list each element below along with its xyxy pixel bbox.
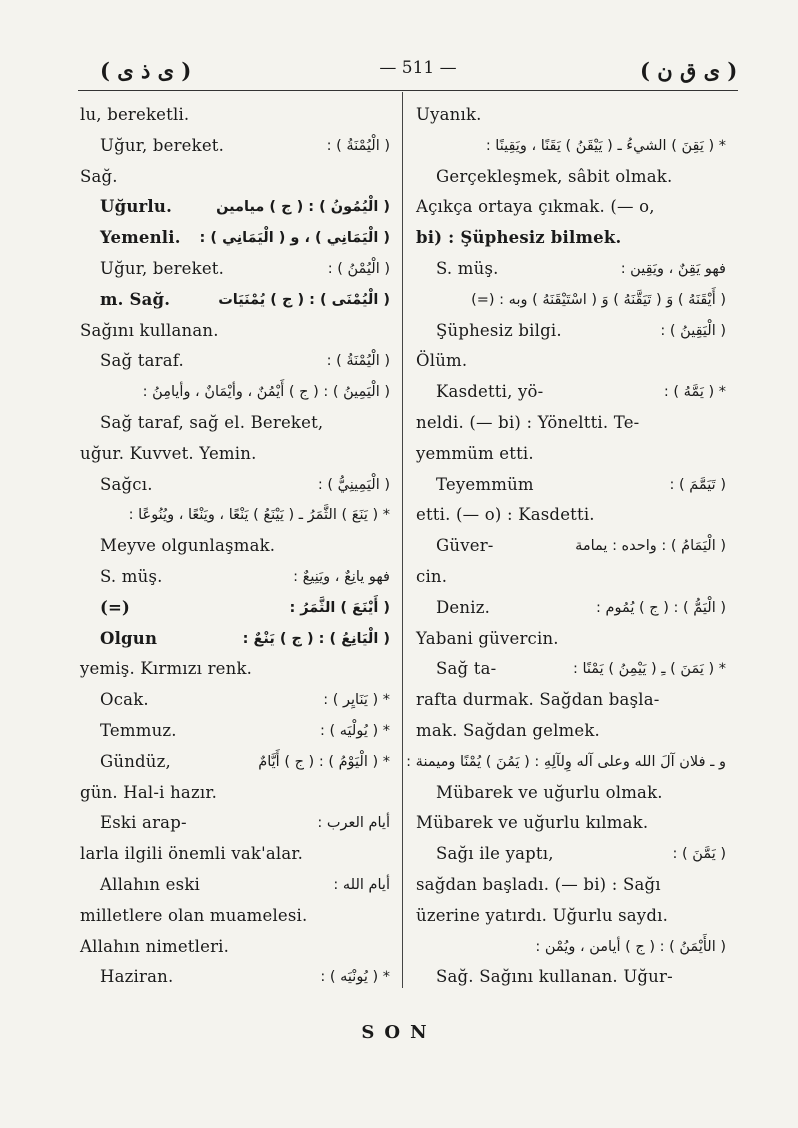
- arabic-headword: ( الْيُمُونُ ) : ( ج ) ميامين: [216, 199, 390, 216]
- entry-line: [416, 254, 726, 285]
- turkish-text: Kasdetti, yö-: [436, 382, 544, 402]
- entry-line: [80, 531, 390, 562]
- arabic-headword: * ( يَنَعَ ) الثَّمَرُ ـ ( يَيْنَعُ ) يَنْعًا ، ويَنْعًا ، ويُنُوعًا :: [128, 507, 390, 524]
- entry-line: [416, 470, 726, 501]
- entry-line: [416, 870, 726, 901]
- turkish-text: Allahın eski: [100, 874, 200, 894]
- entry-line: [80, 901, 390, 932]
- entry-line: [416, 377, 726, 408]
- turkish-text: uğur. Kuvvet. Yemin.: [80, 443, 257, 463]
- turkish-text: Uğurlu.: [100, 197, 173, 217]
- entry-line: [80, 962, 390, 993]
- entry-line: [416, 500, 726, 531]
- entry-line: [416, 624, 726, 655]
- arabic-headword: ( أَيْقَنَهُ ) وَ ( تَيَقَّنَهُ ) وَ ( اسْتَيْقَنَهُ ) وبه : (=): [471, 291, 726, 308]
- turkish-text: Mübarek ve uğurlu olmak.: [436, 782, 663, 802]
- turkish-text: milletlere olan muamelesi.: [80, 905, 308, 925]
- turkish-text: Olgun: [100, 628, 158, 648]
- turkish-text: Sağ taraf.: [100, 351, 184, 371]
- entry-line: [416, 162, 726, 193]
- entry-line: [80, 716, 390, 747]
- entry-line: [80, 654, 390, 685]
- column-divider: [402, 92, 403, 988]
- turkish-text: gün. Hal-i hazır.: [80, 782, 218, 802]
- turkish-text: Sağcı.: [100, 474, 153, 494]
- left-column: [80, 100, 390, 993]
- turkish-text: Güver-: [436, 536, 494, 556]
- entry-line: [416, 131, 726, 162]
- turkish-text: Uyanık.: [416, 105, 482, 124]
- arabic-headword: ( يَمَّنَ ) :: [672, 846, 726, 863]
- entry-line: [416, 685, 726, 716]
- turkish-text: yemmüm etti.: [416, 443, 534, 463]
- arabic-headword: * ( يَمَّهُ ) :: [663, 384, 726, 401]
- entry-line: [416, 716, 726, 747]
- turkish-text: Sağını kullanan.: [80, 320, 219, 340]
- turkish-text: Sağ. Sağını kullanan. Uğur-: [436, 967, 673, 987]
- entry-line: [416, 839, 726, 870]
- arabic-headword: أيام العرب :: [317, 815, 390, 832]
- header-rule: [78, 90, 738, 91]
- entry-line: [80, 346, 390, 377]
- arabic-headword: * ( يَقِنَ ) الشيءُ ـ ( يَيْقَنُ ) يَقَنًا ، ويَقِينًا :: [485, 137, 726, 154]
- entry-line: [80, 408, 390, 439]
- header-left-entry: ( ى ذ ى ): [100, 58, 192, 83]
- arabic-headword: * ( يُولْيَه ) :: [320, 722, 390, 739]
- turkish-text: Haziran.: [100, 967, 174, 987]
- turkish-text: Ölüm.: [416, 351, 468, 371]
- turkish-text: bi) : Şüphesiz bilmek.: [416, 228, 622, 248]
- entry-line: [80, 470, 390, 501]
- entry-line: [416, 901, 726, 932]
- turkish-text: S. müş.: [100, 566, 163, 586]
- turkish-text: üzerine yatırdı. Uğurlu saydı.: [416, 905, 669, 925]
- turkish-text: rafta durmak. Sağdan başla-: [416, 690, 660, 710]
- arabic-headword: ( الأَيْمَنُ ) : ( ج ) أيامن ، ويُمْن :: [535, 938, 726, 955]
- page-number: — 511 —: [379, 58, 457, 78]
- turkish-text: Açıkça ortaya çıkmak. (— o,: [416, 197, 655, 217]
- end-marker: SON: [361, 1022, 437, 1043]
- turkish-text: Sağ taraf, sağ el. Bereket,: [100, 412, 324, 432]
- turkish-text: Gerçekleşmek, sâbit olmak.: [436, 166, 673, 186]
- header-right-entry: ( ى ق ن ): [640, 58, 738, 83]
- arabic-headword: ( الْيُمْنَى ) : ( ج ) يُمْنَيَات: [218, 291, 390, 308]
- entry-line: [80, 316, 390, 347]
- arabic-headword: فهو يانِعٌ ، ويَنِيعٌ :: [293, 568, 390, 585]
- turkish-text: mak. Sağdan gelmek.: [416, 720, 601, 740]
- arabic-headword: * ( يَمَنَ ) ـِ ( يَيْمِنُ ) يَمْنًا :: [573, 661, 726, 678]
- turkish-text: m. Sağ.: [100, 289, 171, 309]
- entry-line: [80, 839, 390, 870]
- arabic-headword: ( الْيَمِينُ ) : ( ج ) أَيْمُنٌ ، وأيْمَانٌ ، وأيامِنُ :: [142, 384, 390, 401]
- arabic-headword: * ( الْيَوْمُ ) : ( ج ) أَيَّامٌ: [258, 753, 390, 770]
- turkish-text: S. müş.: [436, 258, 499, 278]
- arabic-headword: ( تَيَمَّمَ ) :: [669, 476, 726, 493]
- turkish-text: Meyve olgunlaşmak.: [100, 536, 276, 556]
- turkish-text: Yabani güvercin.: [416, 628, 559, 648]
- turkish-text: Eski arap-: [100, 813, 187, 833]
- arabic-headword: ( الْيُمْنُ ) :: [327, 260, 390, 277]
- entry-line: [80, 100, 390, 131]
- entry-line: [80, 562, 390, 593]
- entry-line: [416, 100, 726, 131]
- entry-line: [416, 654, 726, 685]
- entry-line: [416, 223, 726, 254]
- turkish-text: etti. (— o) : Kasdetti.: [416, 505, 595, 525]
- entry-line: [80, 285, 390, 316]
- turkish-text: Ocak.: [100, 690, 149, 710]
- turkish-text: Gündüz,: [100, 751, 171, 771]
- arabic-headword: ( الْيَمَانِي ) ، و ( الْيَمَانِي ) :: [199, 230, 390, 247]
- arabic-headword: ( الْيُمْنَةُ ) :: [326, 137, 390, 154]
- entry-line: [416, 285, 726, 316]
- entry-line: [80, 162, 390, 193]
- turkish-text: Uğur, bereket.: [100, 135, 225, 155]
- entry-line: [416, 439, 726, 470]
- arabic-headword: ( الْيَانِعُ ) : ( ج ) يَنْعٌ :: [242, 630, 390, 647]
- entry-line: [416, 778, 726, 809]
- turkish-text: larla ilgili önemli vak'alar.: [80, 844, 304, 864]
- entry-line: [80, 223, 390, 254]
- turkish-text: Teyemmüm: [436, 474, 534, 494]
- turkish-text: yemiş. Kırmızı renk.: [80, 659, 253, 679]
- entry-line: [80, 747, 390, 778]
- right-column: [406, 100, 726, 993]
- turkish-text: cin.: [416, 566, 448, 586]
- turkish-text: Temmuz.: [100, 720, 177, 740]
- entry-line: [80, 500, 390, 531]
- turkish-text: Sağ.: [80, 166, 118, 186]
- entry-line: [80, 808, 390, 839]
- arabic-headword: * ( يَنَايِر ) :: [323, 692, 390, 709]
- entry-line: [80, 624, 390, 655]
- turkish-text: Sağ ta-: [436, 659, 497, 679]
- entry-line: [80, 192, 390, 223]
- turkish-text: Yemenli.: [100, 228, 181, 248]
- entry-line: [416, 962, 726, 993]
- arabic-headword: أيام الله :: [333, 876, 390, 893]
- turkish-text: Şüphesiz bilgi.: [436, 320, 562, 340]
- entry-line: [416, 346, 726, 377]
- entry-line: [416, 192, 726, 223]
- entry-line: [80, 254, 390, 285]
- entry-line: [416, 408, 726, 439]
- arabic-headword: و ـ فلان آلَ الله وعلى آله وِلآلِهِ : ( يَمُنَ ) يُمْنًا وميمنة :: [406, 753, 726, 770]
- entry-line: [80, 439, 390, 470]
- entry-line: [416, 808, 726, 839]
- entry-line: [416, 932, 726, 963]
- entry-line: [80, 778, 390, 809]
- turkish-text: sağdan başladı. (— bi) : Sağı: [416, 874, 661, 894]
- arabic-headword: ( الْيَقِينُ ) :: [660, 322, 726, 339]
- turkish-text: Deniz.: [436, 597, 491, 617]
- turkish-text: Sağı ile yaptı,: [436, 844, 554, 864]
- entry-line: [416, 593, 726, 624]
- entry-line: [80, 870, 390, 901]
- turkish-text: neldi. (— bi) : Yöneltti. Te-: [416, 412, 640, 432]
- arabic-headword: ( الْيَمِينِيُّ ) :: [317, 476, 390, 493]
- turkish-text: lu, bereketli.: [80, 105, 190, 124]
- turkish-text: Allahın nimetleri.: [80, 936, 230, 956]
- entry-line: [80, 377, 390, 408]
- turkish-text: Mübarek ve uğurlu kılmak.: [416, 813, 649, 833]
- turkish-text: Uğur, bereket.: [100, 258, 225, 278]
- arabic-headword: ( الْيُمْنَةُ ) :: [326, 353, 390, 370]
- entry-line: [80, 131, 390, 162]
- arabic-headword: * ( يُونْيَه ) :: [320, 969, 390, 986]
- turkish-text: (=): [100, 597, 131, 617]
- arabic-headword: فهو يَقِنٌ ، ويَقِين :: [620, 260, 726, 277]
- entry-line: [416, 562, 726, 593]
- entry-line: [80, 593, 390, 624]
- entry-line: [416, 316, 726, 347]
- entry-line: [80, 685, 390, 716]
- entry-line: [80, 932, 390, 963]
- arabic-headword: ( الْيَمُّ ) : ( ج ) يُمُوم :: [596, 599, 726, 616]
- arabic-headword: ( الْيَمَامُ ) : واحده : يمامة: [575, 538, 726, 555]
- entry-line: [406, 747, 726, 778]
- entry-line: [416, 531, 726, 562]
- arabic-headword: ( أَيْنَعَ ) الثَّمَرُ :: [289, 599, 390, 616]
